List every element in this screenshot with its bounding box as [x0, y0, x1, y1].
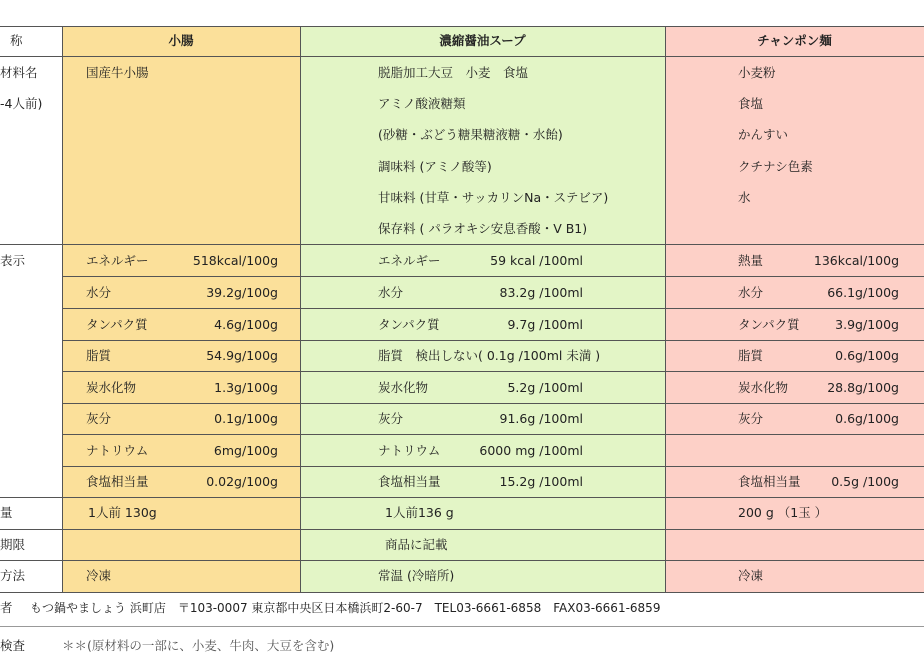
- storage-col1: 冷凍: [86, 568, 112, 583]
- nutrition-col2-value: 59 kcal /100ml: [490, 253, 583, 268]
- nutrition-col2-value: 6000 mg /100ml: [479, 443, 583, 458]
- nutrition-col2-value: 91.6g /100ml: [499, 411, 583, 426]
- maker-text: もつ鍋やましょう 浜町店 〒103-0007 東京都中央区日本橋浜町2-60-7 TEL03-6661-6858 FAX03-6661-6859: [30, 601, 661, 615]
- nutrition-col1-value: 39.2g/100g: [206, 285, 278, 300]
- header-col3: チャンポン麺: [757, 33, 832, 48]
- ingredient-col3-item: 食塩: [738, 96, 764, 111]
- ingredient-col1-item: 国産牛小腸: [86, 65, 149, 80]
- col2-background: [300, 26, 665, 592]
- check-label: 検査: [0, 638, 26, 653]
- nutrition-col2-name: エネルギー: [378, 253, 441, 268]
- nutrition-label: 表示: [0, 253, 26, 268]
- nutrition-col2-value: 15.2g /100ml: [499, 474, 583, 489]
- header-col1: 小腸: [168, 33, 194, 48]
- ingredient-col2-item: 脱脂加工大豆 小麦 食塩: [378, 65, 529, 80]
- ingredients-label-sub: -4人前): [0, 96, 43, 111]
- quantity-col1: 1人前 130g: [88, 505, 157, 520]
- nutrition-col1-value: 0.1g/100g: [214, 411, 278, 426]
- nutrition-col2-value: 9.7g /100ml: [507, 317, 583, 332]
- ingredient-col2-item: アミノ酸液糖類: [378, 96, 466, 111]
- nutrition-col3-name: 脂質: [738, 348, 764, 363]
- nutrition-col2-value: 5.2g /100ml: [507, 380, 583, 395]
- nutrition-col3-value: 136kcal/100g: [813, 253, 899, 268]
- nutrition-col1-name: タンパク質: [86, 317, 148, 332]
- expiry-label: 期限: [0, 537, 26, 552]
- nutrition-col3-value: 3.9g/100g: [835, 317, 899, 332]
- nutrition-col3-name: 熱量: [738, 253, 764, 268]
- nutrition-col1-name: 水分: [86, 285, 112, 300]
- quantity-col2: 1人前136 g: [385, 505, 454, 520]
- nutrition-col2-name: タンパク質: [378, 317, 440, 332]
- nutrition-col3-value: 28.8g/100g: [827, 380, 899, 395]
- ingredient-col3-item: 小麦粉: [738, 65, 776, 80]
- nutrition-col3-value: 0.5g /100g: [831, 474, 899, 489]
- maker-label: 者: [0, 600, 13, 615]
- storage-col2: 常温 (冷暗所): [378, 568, 455, 583]
- nutrition-col3-name: タンパク質: [738, 317, 800, 332]
- nutrition-col1-value: 6mg/100g: [213, 443, 278, 458]
- nutrition-col2-name: 食塩相当量: [378, 474, 441, 489]
- nutrition-col3-name: 炭水化物: [738, 380, 789, 395]
- nutrition-col3-value: 66.1g/100g: [827, 285, 899, 300]
- expiry-col1-empty: [62, 529, 300, 560]
- ingredient-col2-item: 甘味料 (甘草・サッカリンNa・ステビア): [378, 190, 609, 205]
- nutrition-col1-name: 灰分: [86, 411, 112, 426]
- ingredient-col2-item: 調味料 (アミノ酸等): [378, 159, 492, 174]
- nutrition-col3-value: 0.6g/100g: [835, 411, 899, 426]
- ingredient-col2-item: (砂糖・ぶどう糖果糖液糖・水飴): [378, 127, 563, 142]
- nutrition-col1-name: ナトリウム: [86, 443, 149, 458]
- nutrition-col1-name: エネルギー: [86, 253, 149, 268]
- nutrition-col2-value: 83.2g /100ml: [499, 285, 583, 300]
- quantity-label: 量: [0, 505, 13, 520]
- nutrition-col2-name: 脂質 検出しない( 0.1g /100ml 未満 ): [378, 348, 601, 363]
- expiry-col2: 商品に記載: [385, 537, 448, 552]
- storage-label: 方法: [0, 568, 26, 583]
- nutrition-col2-name: ナトリウム: [378, 443, 441, 458]
- nutrition-col1-name: 脂質: [86, 348, 112, 363]
- nutrition-col1-value: 4.6g/100g: [214, 317, 278, 332]
- nutrition-col1-value: 518kcal/100g: [192, 253, 278, 268]
- nutrition-col2-name: 炭水化物: [378, 380, 429, 395]
- nutrition-col3-name: 灰分: [738, 411, 764, 426]
- header-label: 称: [10, 33, 23, 48]
- quantity-col3: 200 g （1玉 ）: [738, 505, 828, 520]
- nutrition-col1-value: 54.9g/100g: [206, 348, 278, 363]
- ingredient-col3-item: クチナシ色素: [738, 159, 813, 174]
- ingredient-col3-item: 水: [738, 190, 751, 205]
- nutrition-col1-name: 炭水化物: [86, 380, 137, 395]
- nutrition-col1-name: 食塩相当量: [86, 474, 149, 489]
- storage-col3: 冷凍: [738, 568, 764, 583]
- nutrition-col2-name: 灰分: [378, 411, 404, 426]
- ingredient-col2-item: 保存料 ( パラオキシ安息香酸・V B1): [378, 221, 588, 236]
- header-col2: 濃縮醤油スープ: [439, 33, 526, 48]
- nutrition-col2-name: 水分: [378, 285, 404, 300]
- ingredients-label: 材料名: [0, 65, 38, 80]
- expiry-col3-empty: [665, 529, 924, 560]
- nutrition-col3-name: 食塩相当量: [738, 474, 801, 489]
- nutrition-col3-name: 水分: [738, 285, 764, 300]
- nutrition-col1-value: 0.02g/100g: [206, 474, 278, 489]
- nutrition-col3-value: 0.6g/100g: [835, 348, 899, 363]
- check-text: ＊＊(原材料の一部に、小麦、牛肉、大豆を含む): [62, 638, 335, 653]
- ingredient-col3-item: かんすい: [738, 127, 789, 142]
- nutrition-col1-value: 1.3g/100g: [214, 380, 278, 395]
